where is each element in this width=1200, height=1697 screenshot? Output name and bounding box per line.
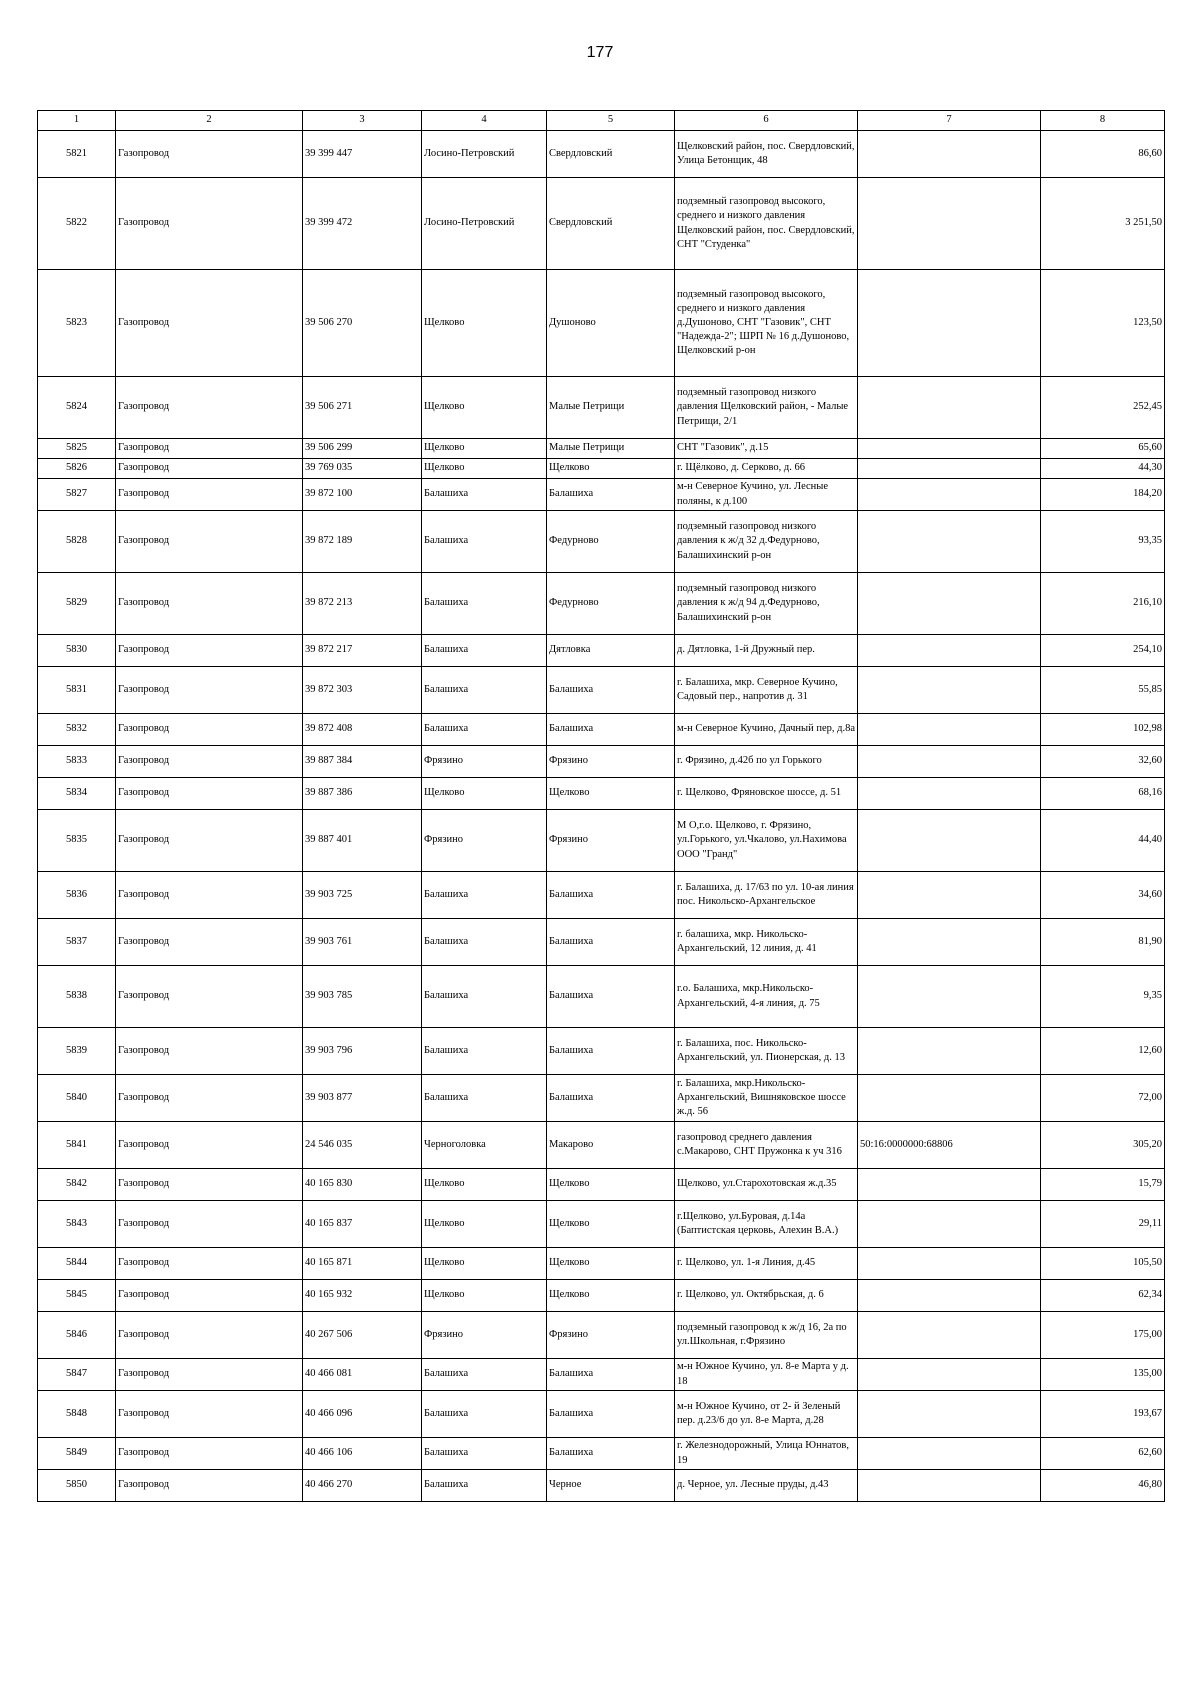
table-row xyxy=(38,573,1165,635)
locality-cell: Щелково xyxy=(547,459,675,479)
district-cell: Балашиха xyxy=(422,1438,547,1470)
object-type-cell: Газопровод xyxy=(116,635,303,667)
table-row xyxy=(38,131,1165,178)
length-cell: 46,80 xyxy=(1041,1470,1165,1502)
inventory-number-cell: 40 165 871 xyxy=(303,1248,422,1280)
district-cell: Балашиха xyxy=(422,511,547,573)
locality-cell: Свердловский xyxy=(547,178,675,270)
object-type-cell: Газопровод xyxy=(116,1438,303,1470)
locality-cell: Дятловка xyxy=(547,635,675,667)
cadastral-number-cell xyxy=(858,479,1041,511)
locality-cell: Щелково xyxy=(547,1248,675,1280)
cadastral-number-cell xyxy=(858,714,1041,746)
page-number: 177 xyxy=(586,44,614,61)
locality-cell: Щелково xyxy=(547,778,675,810)
inventory-number-cell: 39 872 408 xyxy=(303,714,422,746)
inventory-number-cell: 40 466 270 xyxy=(303,1470,422,1502)
object-type-cell: Газопровод xyxy=(116,1028,303,1075)
district-cell: Лосино-Петровский xyxy=(422,131,547,178)
length-cell: 305,20 xyxy=(1041,1122,1165,1169)
length-cell: 34,60 xyxy=(1041,872,1165,919)
address-cell: г.Щелково, ул.Буровая, д.14а (Баптистская церковь, Алехин В.А.) xyxy=(675,1201,858,1248)
inventory-number-cell: 39 506 270 xyxy=(303,270,422,377)
row-number-cell: 5850 xyxy=(38,1470,116,1502)
row-number-cell: 5830 xyxy=(38,635,116,667)
row-number-cell: 5838 xyxy=(38,966,116,1028)
object-type-cell: Газопровод xyxy=(116,131,303,178)
row-number-cell: 5843 xyxy=(38,1201,116,1248)
row-number-cell: 5824 xyxy=(38,377,116,439)
inventory-number-cell: 39 506 271 xyxy=(303,377,422,439)
locality-cell: Щелково xyxy=(547,1201,675,1248)
object-type-cell: Газопровод xyxy=(116,810,303,872)
locality-cell: Федурново xyxy=(547,573,675,635)
table-row xyxy=(38,1312,1165,1359)
locality-cell: Душоново xyxy=(547,270,675,377)
inventory-number-cell: 39 887 401 xyxy=(303,810,422,872)
column-header: 5 xyxy=(547,111,675,131)
length-cell: 72,00 xyxy=(1041,1075,1165,1122)
row-number-cell: 5849 xyxy=(38,1438,116,1470)
district-cell: Балашиха xyxy=(422,966,547,1028)
cadastral-number-cell xyxy=(858,778,1041,810)
locality-cell: Балашиха xyxy=(547,714,675,746)
length-cell: 62,60 xyxy=(1041,1438,1165,1470)
table-row xyxy=(38,872,1165,919)
inventory-number-cell: 39 872 189 xyxy=(303,511,422,573)
locality-cell: Черное xyxy=(547,1470,675,1502)
inventory-number-cell: 39 399 447 xyxy=(303,131,422,178)
length-cell: 9,35 xyxy=(1041,966,1165,1028)
inventory-number-cell: 39 399 472 xyxy=(303,178,422,270)
address-cell: подземный газопровод к ж/д 16, 2а по ул.Школьная, г.Фрязино xyxy=(675,1312,858,1359)
cadastral-number-cell xyxy=(858,1438,1041,1470)
district-cell: Балашиха xyxy=(422,872,547,919)
district-cell: Балашиха xyxy=(422,479,547,511)
cadastral-number-cell xyxy=(858,1470,1041,1502)
district-cell: Балашиха xyxy=(422,919,547,966)
locality-cell: Фрязино xyxy=(547,1312,675,1359)
locality-cell: Балашиха xyxy=(547,1028,675,1075)
address-cell: г. Балашиха, пос. Никольско-Архангельский, ул. Пионерская, д. 13 xyxy=(675,1028,858,1075)
length-cell: 44,40 xyxy=(1041,810,1165,872)
cadastral-number-cell xyxy=(858,1075,1041,1122)
row-number-cell: 5845 xyxy=(38,1280,116,1312)
table-row xyxy=(38,635,1165,667)
cadastral-number-cell xyxy=(858,178,1041,270)
address-cell: г. Фрязино, д.42б по ул Горького xyxy=(675,746,858,778)
length-cell: 175,00 xyxy=(1041,1312,1165,1359)
locality-cell: Балашиха xyxy=(547,1438,675,1470)
cadastral-number-cell xyxy=(858,635,1041,667)
cadastral-number-cell xyxy=(858,1028,1041,1075)
inventory-number-cell: 39 506 299 xyxy=(303,439,422,459)
district-cell: Балашиха xyxy=(422,714,547,746)
locality-cell: Фрязино xyxy=(547,746,675,778)
row-number-cell: 5826 xyxy=(38,459,116,479)
object-type-cell: Газопровод xyxy=(116,778,303,810)
cadastral-number-cell xyxy=(858,1248,1041,1280)
object-type-cell: Газопровод xyxy=(116,178,303,270)
district-cell: Балашиха xyxy=(422,667,547,714)
locality-cell: Балашиха xyxy=(547,1359,675,1391)
table-row xyxy=(38,511,1165,573)
locality-cell: Малые Петрищи xyxy=(547,377,675,439)
length-cell: 216,10 xyxy=(1041,573,1165,635)
length-cell: 12,60 xyxy=(1041,1028,1165,1075)
address-cell: г. Щелково, ул. Октябрьская, д. 6 xyxy=(675,1280,858,1312)
length-cell: 15,79 xyxy=(1041,1169,1165,1201)
inventory-number-cell: 40 466 081 xyxy=(303,1359,422,1391)
address-cell: Щелковский район, пос. Свердловский, Улица Бетонщик, 48 xyxy=(675,131,858,178)
row-number-cell: 5832 xyxy=(38,714,116,746)
locality-cell: Балашиха xyxy=(547,872,675,919)
cadastral-number-cell xyxy=(858,1201,1041,1248)
address-cell: газопровод среднего давления с.Макарово, СНТ Пружонка к уч 316 xyxy=(675,1122,858,1169)
column-header: 4 xyxy=(422,111,547,131)
cadastral-number-cell xyxy=(858,439,1041,459)
district-cell: Щелково xyxy=(422,1248,547,1280)
address-cell: г. Балашиха, мкр. Северное Кучино, Садовый пер., напротив д. 31 xyxy=(675,667,858,714)
column-header: 2 xyxy=(116,111,303,131)
column-header: 3 xyxy=(303,111,422,131)
locality-cell: Свердловский xyxy=(547,131,675,178)
length-cell: 29,11 xyxy=(1041,1201,1165,1248)
inventory-number-cell: 39 903 877 xyxy=(303,1075,422,1122)
cadastral-number-cell xyxy=(858,131,1041,178)
table-row xyxy=(38,1248,1165,1280)
object-type-cell: Газопровод xyxy=(116,714,303,746)
object-type-cell: Газопровод xyxy=(116,667,303,714)
length-cell: 68,16 xyxy=(1041,778,1165,810)
length-cell: 93,35 xyxy=(1041,511,1165,573)
object-type-cell: Газопровод xyxy=(116,1122,303,1169)
locality-cell: Балашиха xyxy=(547,919,675,966)
table-row xyxy=(38,377,1165,439)
length-cell: 193,67 xyxy=(1041,1391,1165,1438)
address-cell: подземный газопровод высокого, среднего и низкого давления д.Душоново, СНТ "Газовик", СНТ "Надежда-2"; ШРП № 16 д.Душоново, Щелковский р-он xyxy=(675,270,858,377)
cadastral-number-cell xyxy=(858,1280,1041,1312)
length-cell: 252,45 xyxy=(1041,377,1165,439)
address-cell: г. Балашиха, д. 17/63 по ул. 10-ая линия пос. Никольско-Архангельское xyxy=(675,872,858,919)
table-row xyxy=(38,1122,1165,1169)
district-cell: Черноголовка xyxy=(422,1122,547,1169)
address-cell: г. Щелково, ул. 1-я Линия, д.45 xyxy=(675,1248,858,1280)
object-type-cell: Газопровод xyxy=(116,439,303,459)
cadastral-number-cell xyxy=(858,270,1041,377)
table-row xyxy=(38,667,1165,714)
object-type-cell: Газопровод xyxy=(116,919,303,966)
inventory-number-cell: 40 165 830 xyxy=(303,1169,422,1201)
district-cell: Балашиха xyxy=(422,1470,547,1502)
row-number-cell: 5829 xyxy=(38,573,116,635)
address-cell: г. Щелково, Фряновское шоссе, д. 51 xyxy=(675,778,858,810)
address-cell: д. Черное, ул. Лесные пруды, д.43 xyxy=(675,1470,858,1502)
table-row xyxy=(38,1169,1165,1201)
inventory-number-cell: 39 872 100 xyxy=(303,479,422,511)
cadastral-number-cell: 50:16:0000000:68806 xyxy=(858,1122,1041,1169)
district-cell: Фрязино xyxy=(422,746,547,778)
table-row xyxy=(38,459,1165,479)
address-cell: м-н Северное Кучино, ул. Лесные поляны, к д.100 xyxy=(675,479,858,511)
cadastral-number-cell xyxy=(858,919,1041,966)
table-row xyxy=(38,1470,1165,1502)
table-row xyxy=(38,1201,1165,1248)
table-body xyxy=(38,131,1165,1502)
inventory-number-cell: 40 165 837 xyxy=(303,1201,422,1248)
locality-cell: Балашиха xyxy=(547,479,675,511)
table-row xyxy=(38,714,1165,746)
registry-table xyxy=(37,110,1165,1502)
object-type-cell: Газопровод xyxy=(116,270,303,377)
cadastral-number-cell xyxy=(858,1391,1041,1438)
address-cell: М О,г.о. Щелково, г. Фрязино, ул.Горького, ул.Чкалово, ул.Нахимова ООО "Гранд" xyxy=(675,810,858,872)
address-cell: СНТ "Газовик", д.15 xyxy=(675,439,858,459)
district-cell: Балашиха xyxy=(422,1391,547,1438)
inventory-number-cell: 39 903 725 xyxy=(303,872,422,919)
inventory-number-cell: 40 165 932 xyxy=(303,1280,422,1312)
address-cell: м-н Южное Кучино, ул. 8-е Марта у д. 18 xyxy=(675,1359,858,1391)
length-cell: 123,50 xyxy=(1041,270,1165,377)
row-number-cell: 5847 xyxy=(38,1359,116,1391)
district-cell: Щелково xyxy=(422,1280,547,1312)
row-number-cell: 5837 xyxy=(38,919,116,966)
object-type-cell: Газопровод xyxy=(116,377,303,439)
locality-cell: Балашиха xyxy=(547,667,675,714)
inventory-number-cell: 40 466 096 xyxy=(303,1391,422,1438)
header-row xyxy=(38,111,1165,131)
district-cell: Щелково xyxy=(422,439,547,459)
cadastral-number-cell xyxy=(858,459,1041,479)
inventory-number-cell: 39 903 761 xyxy=(303,919,422,966)
row-number-cell: 5831 xyxy=(38,667,116,714)
table-row xyxy=(38,1359,1165,1391)
length-cell: 105,50 xyxy=(1041,1248,1165,1280)
locality-cell: Макарово xyxy=(547,1122,675,1169)
object-type-cell: Газопровод xyxy=(116,1075,303,1122)
object-type-cell: Газопровод xyxy=(116,573,303,635)
object-type-cell: Газопровод xyxy=(116,459,303,479)
district-cell: Балашиха xyxy=(422,573,547,635)
locality-cell: Федурново xyxy=(547,511,675,573)
row-number-cell: 5842 xyxy=(38,1169,116,1201)
column-header: 1 xyxy=(38,111,116,131)
row-number-cell: 5846 xyxy=(38,1312,116,1359)
row-number-cell: 5834 xyxy=(38,778,116,810)
table-row xyxy=(38,1075,1165,1122)
inventory-number-cell: 39 872 213 xyxy=(303,573,422,635)
length-cell: 254,10 xyxy=(1041,635,1165,667)
object-type-cell: Газопровод xyxy=(116,1359,303,1391)
district-cell: Лосино-Петровский xyxy=(422,178,547,270)
row-number-cell: 5841 xyxy=(38,1122,116,1169)
inventory-number-cell: 40 267 506 xyxy=(303,1312,422,1359)
table-row xyxy=(38,778,1165,810)
row-number-cell: 5836 xyxy=(38,872,116,919)
cadastral-number-cell xyxy=(858,872,1041,919)
column-header: 7 xyxy=(858,111,1041,131)
length-cell: 3 251,50 xyxy=(1041,178,1165,270)
table-row xyxy=(38,1438,1165,1470)
table-row xyxy=(38,1280,1165,1312)
district-cell: Щелково xyxy=(422,459,547,479)
table-row xyxy=(38,919,1165,966)
district-cell: Балашиха xyxy=(422,1028,547,1075)
address-cell: подземный газопровод высокого, среднего и низкого давления Щелковский район, пос. Свердловский, СНТ "Студенка" xyxy=(675,178,858,270)
inventory-number-cell: 39 887 384 xyxy=(303,746,422,778)
inventory-number-cell: 39 903 785 xyxy=(303,966,422,1028)
inventory-number-cell: 39 887 386 xyxy=(303,778,422,810)
locality-cell: Фрязино xyxy=(547,810,675,872)
table-row xyxy=(38,1028,1165,1075)
object-type-cell: Газопровод xyxy=(116,1248,303,1280)
column-header: 8 xyxy=(1041,111,1165,131)
inventory-number-cell: 39 872 217 xyxy=(303,635,422,667)
length-cell: 135,00 xyxy=(1041,1359,1165,1391)
inventory-number-cell: 39 872 303 xyxy=(303,667,422,714)
row-number-cell: 5848 xyxy=(38,1391,116,1438)
locality-cell: Щелково xyxy=(547,1280,675,1312)
address-cell: Щелково, ул.Старохотовская ж.д.35 xyxy=(675,1169,858,1201)
object-type-cell: Газопровод xyxy=(116,511,303,573)
cadastral-number-cell xyxy=(858,746,1041,778)
row-number-cell: 5828 xyxy=(38,511,116,573)
inventory-number-cell: 39 903 796 xyxy=(303,1028,422,1075)
object-type-cell: Газопровод xyxy=(116,1391,303,1438)
cadastral-number-cell xyxy=(858,377,1041,439)
row-number-cell: 5821 xyxy=(38,131,116,178)
district-cell: Щелково xyxy=(422,1169,547,1201)
inventory-number-cell: 39 769 035 xyxy=(303,459,422,479)
district-cell: Щелково xyxy=(422,778,547,810)
object-type-cell: Газопровод xyxy=(116,1470,303,1502)
length-cell: 62,34 xyxy=(1041,1280,1165,1312)
address-cell: м-н Южное Кучино, от 2- й Зеленый пер. д.23/6 до ул. 8-е Марта, д.28 xyxy=(675,1391,858,1438)
object-type-cell: Газопровод xyxy=(116,966,303,1028)
district-cell: Щелково xyxy=(422,270,547,377)
locality-cell: Балашиха xyxy=(547,1391,675,1438)
locality-cell: Малые Петрищи xyxy=(547,439,675,459)
table-row xyxy=(38,1391,1165,1438)
length-cell: 184,20 xyxy=(1041,479,1165,511)
row-number-cell: 5840 xyxy=(38,1075,116,1122)
row-number-cell: 5823 xyxy=(38,270,116,377)
address-cell: д. Дятловка, 1-й Дружный пер. xyxy=(675,635,858,667)
district-cell: Щелково xyxy=(422,377,547,439)
cadastral-number-cell xyxy=(858,810,1041,872)
table-row xyxy=(38,439,1165,459)
length-cell: 81,90 xyxy=(1041,919,1165,966)
object-type-cell: Газопровод xyxy=(116,746,303,778)
object-type-cell: Газопровод xyxy=(116,872,303,919)
cadastral-number-cell xyxy=(858,667,1041,714)
length-cell: 65,60 xyxy=(1041,439,1165,459)
object-type-cell: Газопровод xyxy=(116,1169,303,1201)
locality-cell: Балашиха xyxy=(547,1075,675,1122)
address-cell: м-н Северное Кучино, Дачный пер, д.8а xyxy=(675,714,858,746)
row-number-cell: 5827 xyxy=(38,479,116,511)
address-cell: г. Железнодорожный, Улица Юннатов, 19 xyxy=(675,1438,858,1470)
row-number-cell: 5825 xyxy=(38,439,116,459)
object-type-cell: Газопровод xyxy=(116,1280,303,1312)
object-type-cell: Газопровод xyxy=(116,1312,303,1359)
inventory-number-cell: 24 546 035 xyxy=(303,1122,422,1169)
address-cell: г. Щёлково, д. Серково, д. 66 xyxy=(675,459,858,479)
table-row xyxy=(38,810,1165,872)
cadastral-number-cell xyxy=(858,1169,1041,1201)
row-number-cell: 5839 xyxy=(38,1028,116,1075)
row-number-cell: 5833 xyxy=(38,746,116,778)
district-cell: Фрязино xyxy=(422,810,547,872)
address-cell: г.о. Балашиха, мкр.Никольско-Архангельский, 4-я линия, д. 75 xyxy=(675,966,858,1028)
table-row xyxy=(38,178,1165,270)
cadastral-number-cell xyxy=(858,1359,1041,1391)
district-cell: Балашиха xyxy=(422,1075,547,1122)
object-type-cell: Газопровод xyxy=(116,479,303,511)
address-cell: подземный газопровод низкого давления к ж/д 94 д.Федурново, Балашихинский р-он xyxy=(675,573,858,635)
row-number-cell: 5835 xyxy=(38,810,116,872)
row-number-cell: 5844 xyxy=(38,1248,116,1280)
object-type-cell: Газопровод xyxy=(116,1201,303,1248)
length-cell: 86,60 xyxy=(1041,131,1165,178)
locality-cell: Балашиха xyxy=(547,966,675,1028)
table-row xyxy=(38,746,1165,778)
length-cell: 44,30 xyxy=(1041,459,1165,479)
table-row xyxy=(38,966,1165,1028)
table-row xyxy=(38,479,1165,511)
district-cell: Балашиха xyxy=(422,635,547,667)
length-cell: 55,85 xyxy=(1041,667,1165,714)
address-cell: г. балашиха, мкр. Никольско-Архангельский, 12 линия, д. 41 xyxy=(675,919,858,966)
cadastral-number-cell xyxy=(858,573,1041,635)
length-cell: 32,60 xyxy=(1041,746,1165,778)
cadastral-number-cell xyxy=(858,966,1041,1028)
district-cell: Щелково xyxy=(422,1201,547,1248)
address-cell: подземный газопровод низкого давления Щелковский район, - Малые Петрищи, 2/1 xyxy=(675,377,858,439)
row-number-cell: 5822 xyxy=(38,178,116,270)
address-cell: подземный газопровод низкого давления к ж/д 32 д.Федурново, Балашихинский р-он xyxy=(675,511,858,573)
district-cell: Балашиха xyxy=(422,1359,547,1391)
cadastral-number-cell xyxy=(858,511,1041,573)
table-row xyxy=(38,270,1165,377)
district-cell: Фрязино xyxy=(422,1312,547,1359)
address-cell: г. Балашиха, мкр.Никольско-Архангельский, Вишняковское шоссе ж.д. 56 xyxy=(675,1075,858,1122)
column-header: 6 xyxy=(675,111,858,131)
length-cell: 102,98 xyxy=(1041,714,1165,746)
locality-cell: Щелково xyxy=(547,1169,675,1201)
inventory-number-cell: 40 466 106 xyxy=(303,1438,422,1470)
cadastral-number-cell xyxy=(858,1312,1041,1359)
